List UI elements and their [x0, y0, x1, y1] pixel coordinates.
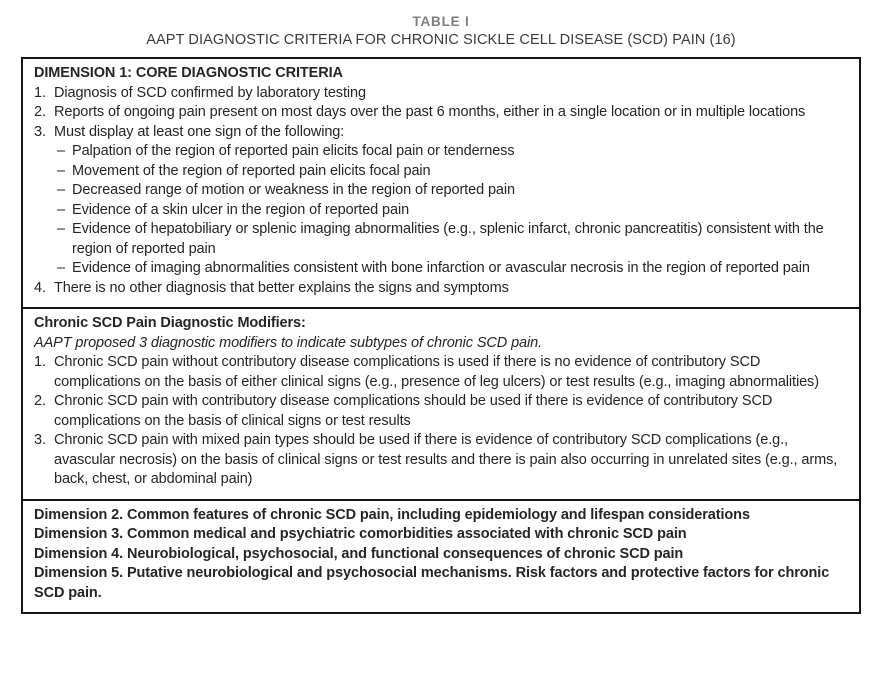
item-number: 3. [34, 432, 46, 448]
item-text: Chronic SCD pain without contributory disease complications is used if there is no evidence of contributory SCD complications on the basis of either clinical signs (e.g., presence of leg ulcers) or test results (e.g., imaging abnormalities) [54, 354, 819, 390]
criteria-item-3 [34, 123, 849, 143]
dimension-5-line: Dimension 5. Putative neurobiological and psychosocial mechanisms. Risk factors and protective factors for chronic SCD pain. [34, 565, 830, 601]
table-title: AAPT DIAGNOSTIC CRITERIA FOR CHRONIC SICKLE CELL DISEASE (SCD) PAIN (16) [146, 32, 736, 48]
item-text: Chronic SCD pain with mixed pain types should be used if there is evidence of contributory SCD complications (e.g., avascular necrosis) on the basis of clinical signs or test results and there is pain also occurring in unrelated sites (e.g., arms, back, chest, or abdominal pain) [54, 432, 838, 487]
modifiers-intro: AAPT proposed 3 diagnostic modifiers to indicate subtypes of chronic SCD pain. [34, 334, 543, 351]
criteria-item-1 [34, 84, 849, 104]
sign-item [57, 181, 849, 201]
criteria-item-4 [34, 279, 849, 299]
item-text: Diagnosis of SCD confirmed by laboratory testing [54, 84, 366, 101]
item-number: 1. [34, 354, 46, 370]
item-text: Reports of ongoing pain present on most days over the past 6 months, either in a single location or in multiple locations [54, 104, 806, 120]
core-criteria-section [23, 59, 859, 307]
modifiers-section [23, 307, 859, 499]
modifier-item-2 [34, 392, 849, 431]
item-number: 4. [34, 279, 46, 296]
dimension-3-line: Dimension 3. Common medical and psychiatric comorbidities associated with chronic SCD pain [34, 526, 687, 542]
sign-item [57, 220, 849, 259]
dash-bullet: – [57, 201, 65, 218]
sign-text: Evidence of hepatobiliary or splenic imaging abnormalities (e.g., splenic infarct, chronic pancreatitis) consistent with the region of reported pain [72, 221, 824, 257]
modifiers-heading: Chronic SCD Pain Diagnostic Modifiers: [34, 315, 306, 331]
item-text: There is no other diagnosis that better explains the signs and symptoms [54, 279, 509, 296]
dash-bullet: – [57, 221, 65, 237]
dash-bullet: – [57, 162, 65, 179]
sign-item [57, 142, 849, 162]
item-number: 3. [34, 123, 46, 140]
sign-text: Evidence of imaging abnormalities consistent with bone infarction or avascular necrosis in the region of reported pain [72, 260, 810, 276]
sign-item [57, 201, 849, 221]
item-number: 1. [34, 84, 46, 101]
dimension-4-line: Dimension 4. Neurobiological, psychosocial, and functional consequences of chronic SCD pain [34, 545, 684, 562]
dash-bullet: – [57, 260, 65, 276]
core-criteria-heading: DIMENSION 1: CORE DIAGNOSTIC CRITERIA [34, 65, 343, 81]
sign-text: Palpation of the region of reported pain elicits focal pain or tenderness [72, 143, 515, 159]
table-label: TABLE I [412, 14, 470, 29]
item-text: Must display at least one sign of the following: [54, 123, 345, 140]
sign-text: Evidence of a skin ulcer in the region of reported pain [72, 201, 410, 218]
item-number: 2. [34, 393, 46, 409]
modifier-item-1 [34, 353, 849, 392]
modifier-item-3 [34, 431, 849, 490]
sign-text: Movement of the region of reported pain elicits focal pain [72, 162, 431, 179]
item-number: 2. [34, 104, 46, 120]
sign-item [57, 259, 849, 279]
dash-bullet: – [57, 143, 65, 159]
criteria-item-2 [34, 103, 849, 123]
dimensions-section [23, 499, 859, 613]
sign-text: Decreased range of motion or weakness in the region of reported pain [72, 182, 515, 198]
sign-item [57, 162, 849, 182]
item-text: Chronic SCD pain with contributory disease complications should be used if there is evidence of contributory SCD complications on the basis of clinical signs or test results [54, 393, 773, 429]
dash-bullet: – [57, 182, 65, 198]
dimension-2-line: Dimension 2. Common features of chronic SCD pain, including epidemiology and lifespan considerations [34, 506, 750, 523]
table-box [21, 57, 861, 614]
